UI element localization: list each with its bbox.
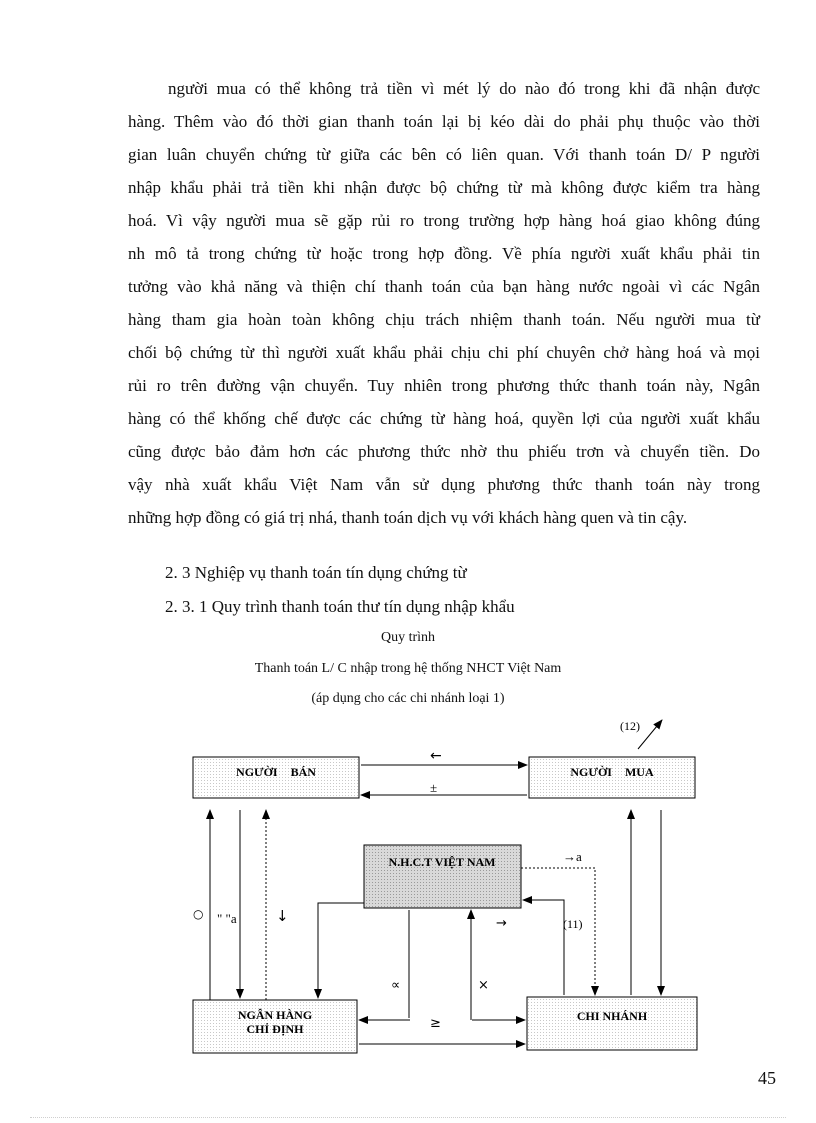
line: tưởng vào khả năng và thiện chí thanh toán của bạn hàng nước ngoài vì các Ngân [128, 277, 760, 296]
line: hoá. Vì vậy người mua sẽ gặp rủi ro trong trường hợp hàng hoá giao không đúng [128, 211, 760, 230]
branch-box [527, 997, 697, 1050]
label-arrow-left: ← [430, 748, 442, 764]
label-infinity: ∝ [391, 978, 401, 993]
buyer-label: NGƯỜI MUA [570, 765, 654, 779]
arrow-branch-to-center [523, 900, 564, 995]
footer-divider [30, 1117, 786, 1118]
line: chối bộ chứng từ thì người xuất khẩu phải chịu chi phí chuyên chở hàng hoá và mọi [128, 343, 760, 362]
seller-label: NGƯỜI BÁN [236, 765, 316, 779]
label-geq: ≥ [430, 1016, 441, 1031]
label-step-12: (12) [620, 719, 640, 733]
label-plus-minus: ± [430, 780, 438, 795]
label-arrow-a: →a [563, 849, 582, 864]
label-quote-a: " "a [217, 911, 237, 926]
diagram-caption-3: (áp dụng cho các chi nhánh loại 1) [311, 691, 505, 706]
line: nhập khẩu phải trả tiền khi nhận được bộ chứng từ mà không được kiểm tra hàng [128, 178, 760, 197]
line: hàng có thể khống chế được các chứng từ hàng hoá, quyền lợi của người xuất khẩu [128, 409, 760, 428]
advising-bank-label-1: NGÂN HÀNG [237, 1008, 313, 1022]
line: gian luân chuyển chứng từ giữa các bên có liên quan. Với thanh toán D/ P người [128, 145, 760, 164]
label-circle: ○ [193, 907, 204, 921]
arrow-step-12 [638, 720, 662, 749]
advising-bank-label-2: CHỈ ĐỊNH [246, 1022, 304, 1036]
label-down-arrow: ↓ [276, 907, 289, 925]
diagram-caption-2: Thanh toán L/ C nhập trong hệ thống NHCT Việt Nam [254, 661, 562, 676]
branch-label: CHI NHÁNH [576, 1009, 648, 1023]
arrow-center-to-branch-dotted [521, 868, 595, 995]
diagram-caption-1: Quy trình [380, 630, 436, 645]
arrow-center-to-advising-bank [318, 903, 364, 998]
line: rủi ro trên đường vận chuyển. Tuy nhiên trong phương thức thanh toán này, Ngân [128, 376, 760, 395]
section-heading-2-3: 2. 3 Nghiệp vụ thanh toán tín dụng chứng từ [165, 563, 467, 582]
page-number: 45 [758, 1068, 776, 1088]
line: vậy nhà xuất khẩu Việt Nam vẫn sử dụng phương thức thanh toán này trong [128, 475, 760, 494]
line: người mua có thể không trả tiền vì mét lý do nào đó trong khi đã nhận được [168, 79, 760, 98]
line: những hợp đồng có giá trị nhá, thanh toán dịch vụ với khách hàng quen và tin cậy. [128, 508, 688, 527]
center-bank-label: N.H.C.T VIỆT NAM [388, 855, 496, 869]
label-right-arrow: → [496, 916, 507, 931]
line: hàng. Thêm vào đó thời gian thanh toán lại bị kéo dài do phải phụ thuộc vào thời [128, 112, 760, 131]
section-heading-2-3-1: 2. 3. 1 Quy trình thanh toán thư tín dụng nhập khẩu [165, 597, 515, 616]
line: nh mô tả trong chứng từ hoặc trong hợp đồng. Về phía người xuất khẩu phải tin [128, 244, 760, 263]
label-step-11: (11) [563, 917, 583, 931]
label-times: × [478, 978, 489, 993]
line: hàng tham gia hoàn toàn không chịu trách nhiệm thanh toán. Nếu người mua từ [128, 310, 760, 329]
line: cũng được bảo đảm hơn các phương thức nhờ thu phiếu trơn và chuyển tiền. Do [128, 442, 760, 461]
